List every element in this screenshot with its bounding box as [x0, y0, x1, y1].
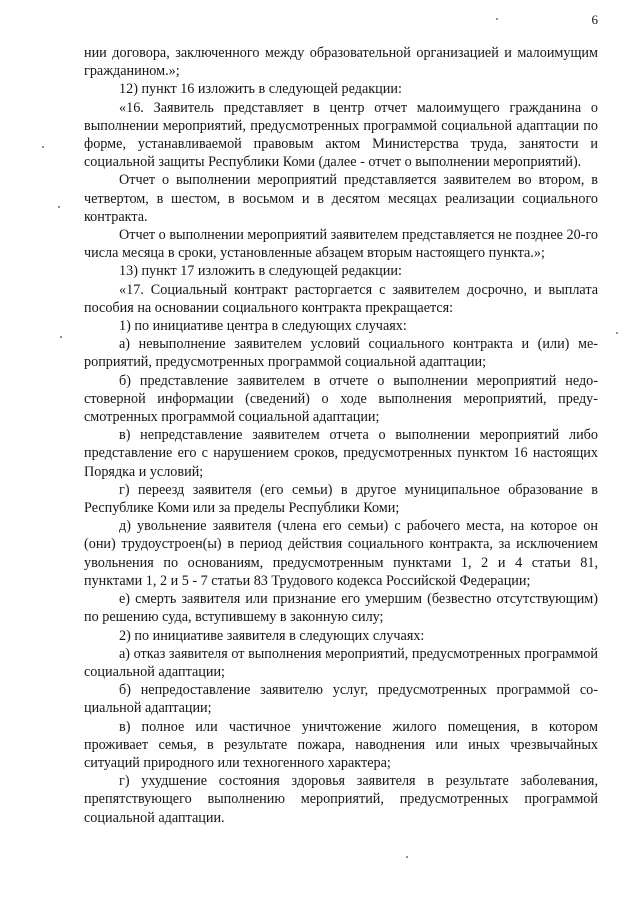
paragraph: г) ухудшение состояния здоровья заявителя в результате заболевания, препятствующего выполнению мероприятий, предусмотренных программой социальной адаптации.: [84, 773, 598, 826]
paragraph: а) отказ заявителя от выполнения мероприятий, предусмотренных программой социальной адаптации;: [84, 645, 598, 680]
paragraph: д) увольнение заявителя (члена его семьи) с рабочего места, на которое он (они) трудоустроен(ы) в период действия социального контракта, за исключением увольнения по основаниям, предусмотренным пунктами 1, 2 и 4 статьи 81, пунктами 1, 2 и 5 - 7 статьи 83 Трудового кодекса Российской Федерации;: [84, 518, 598, 589]
scan-speck: [58, 206, 60, 208]
paragraph: б) непредоставление заявителю услуг, предусмотренных программой социальной адаптации;: [84, 682, 598, 717]
paragraph: б) представление заявителем в отчете о выполнении мероприятий недостоверной информации (сведений) о ходе выполнения мероприятий, предусмотренных программой социальной адаптации;: [84, 372, 598, 426]
page-number: 6: [591, 12, 598, 27]
document-body: [84, 44, 598, 827]
scan-speck: [496, 18, 498, 20]
paragraph: 1) по инициативе центра в следующих случаях:: [119, 318, 407, 335]
paragraph: Отчет о выполнении мероприятий представляется заявителем во втором, в четвертом, в шестом, в восьмом и в десятом месяцах реализации социального контракта.: [84, 172, 598, 225]
paragraph: 12) пункт 16 изложить в следующей редакции:: [119, 81, 402, 98]
paragraph: е) смерть заявителя или признание его умершим (безвестно отсутствующим) по решению суда, вступившему в законную силу;: [84, 591, 598, 626]
paragraph: г) переезд заявителя (его семьи) в другое муниципальное образование в Республике Коми или за пределы Республики Коми;: [84, 481, 598, 517]
paragraph: «17. Социальный контракт расторгается с заявителем досрочно, и выплата пособия на основании социального контракта прекращается:: [84, 281, 598, 316]
paragraph: 2) по инициативе заявителя в следующих случаях:: [119, 627, 425, 644]
paragraph: а) невыполнение заявителем условий социального контракта и (или) мероприятий, предусмотренных программой социальной адаптации;: [84, 336, 598, 371]
paragraph: «16. Заявитель представляет в центр отчет малоимущего гражданина о выполнении мероприятий, предусмотренных программой социальной адаптации по форме, устанавливаемой правовым актом Министерства труда, занятости и социальной защиты Республики Коми (далее - отчет о выполнении мероприятий).: [84, 99, 598, 171]
paragraph: Отчет о выполнении мероприятий заявителем представляется не позднее 20-го числа месяца в сроки, установленные абзацем вторым настоящего пункта.»;: [84, 227, 598, 262]
paragraph: 13) пункт 17 изложить в следующей редакции:: [119, 263, 402, 280]
scan-speck: [616, 332, 618, 334]
scan-speck: [60, 336, 62, 338]
paragraph: в) непредставление заявителем отчета о выполнении мероприятий либо представление его с нарушением сроков, предусмотренных пунктом 16 настоящих Порядка и условий;: [84, 427, 598, 480]
scan-speck: [406, 856, 408, 858]
paragraph: в) полное или частичное уничтожение жилого помещения, в котором проживает семья, в результате пожара, наводнения или иных чрезвычайных ситуаций природного или техногенного характера;: [84, 718, 598, 771]
paragraph: нии договора, заключенного между образовательной организацией и малоимущим гражданином.»;: [84, 45, 598, 80]
scan-speck: [42, 146, 44, 148]
